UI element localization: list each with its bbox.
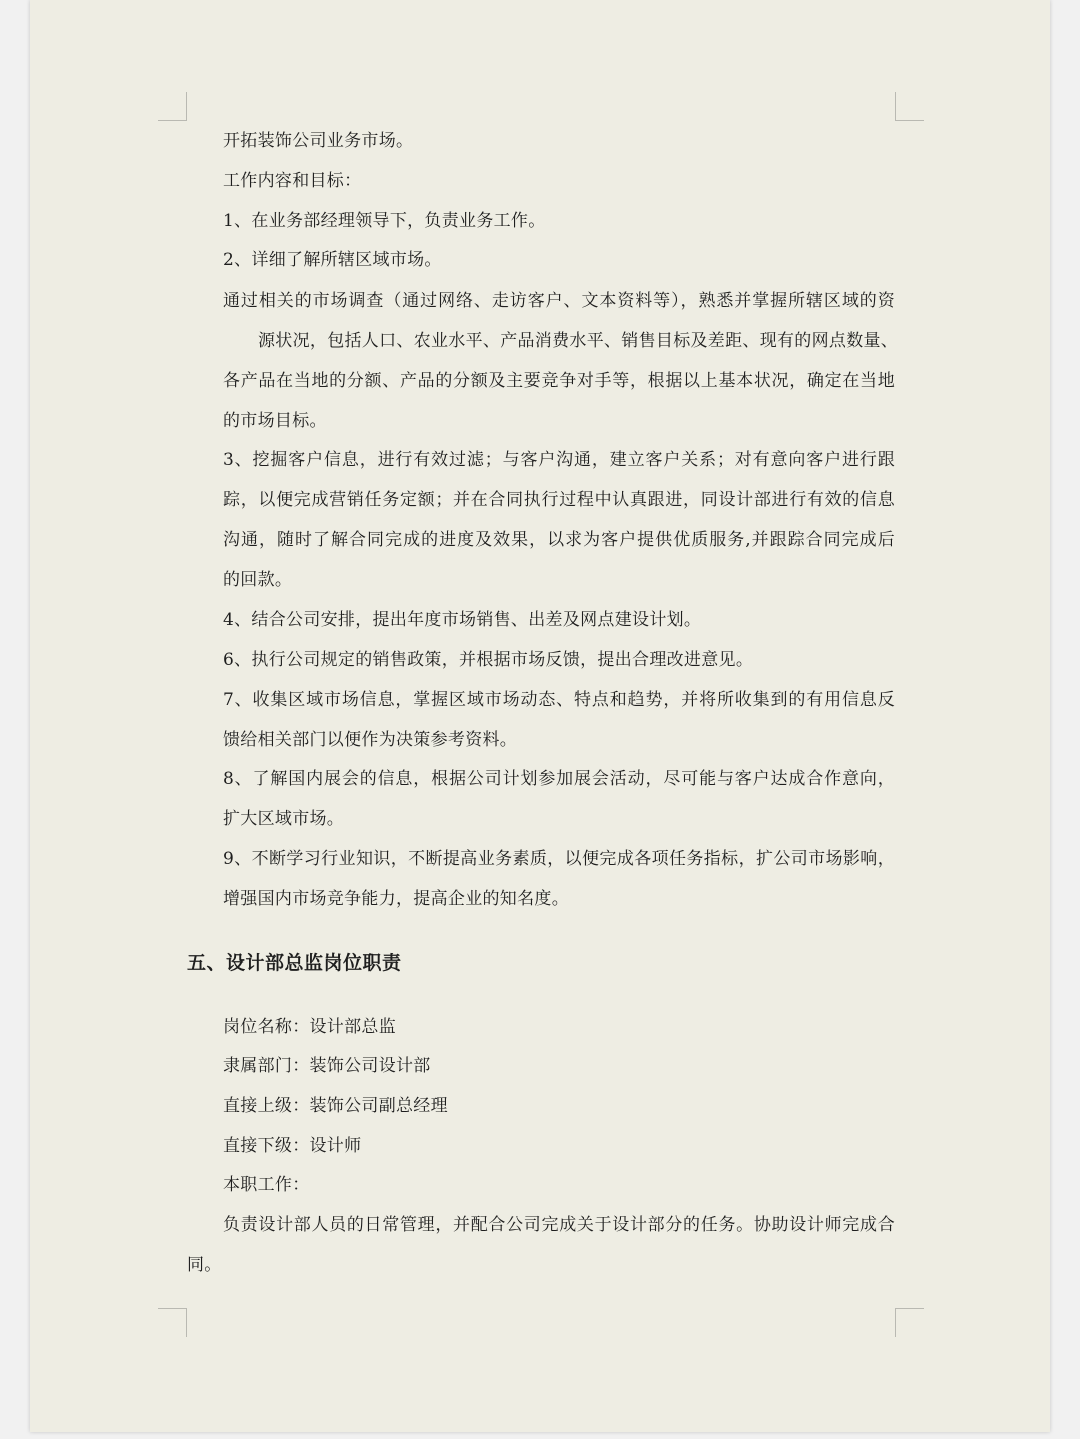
list-item-8: 8、了解国内展会的信息，根据公司计划参加展会活动，尽可能与客户达成合作意向， — [223, 769, 895, 789]
job-title-field: 岗位名称：设计部总监 — [223, 1017, 396, 1037]
paragraph-line: 源状况，包括人口、农业水平、产品消费水平、销售目标及差距、现有的网点数量、 — [258, 331, 899, 351]
paragraph-line: 开拓装饰公司业务市场。 — [223, 131, 414, 151]
list-item-2: 2、详细了解所辖区域市场。 — [223, 250, 442, 270]
section-heading: 五、设计部总监岗位职责 — [187, 952, 402, 974]
paragraph-line: 通过相关的市场调查（通过网络、走访客户、文本资料等），熟悉并掌握所辖区域的资 — [223, 291, 895, 311]
top-right-margin-mark — [895, 92, 924, 121]
paragraph-line: 增强国内市场竞争能力，提高企业的知名度。 — [223, 889, 569, 909]
department-field: 隶属部门：装饰公司设计部 — [223, 1056, 431, 1076]
paragraph-line: 扩大区域市场。 — [223, 809, 345, 829]
list-item-9: 9、不断学习行业知识，不断提高业务素质，以便完成各项任务指标，扩公司市场影响， — [223, 849, 895, 869]
bottom-left-margin-mark — [158, 1308, 187, 1337]
paragraph-line: 工作内容和目标： — [223, 171, 362, 191]
paragraph-line: 沟通，随时了解合同完成的进度及效果，以求为客户提供优质服务,并跟踪合同完成后 — [223, 530, 895, 550]
list-item-4: 4、结合公司安排，提出年度市场销售、出差及网点建设计划。 — [223, 610, 702, 630]
list-item-3: 3、挖掘客户信息，进行有效过滤；与客户沟通，建立客户关系；对有意向客户进行跟 — [223, 450, 895, 470]
duties-label: 本职工作： — [223, 1175, 310, 1195]
list-item-1: 1、在业务部经理领导下，负责业务工作。 — [223, 211, 546, 231]
superior-field: 直接上级：装饰公司副总经理 — [223, 1096, 448, 1116]
list-item-7: 7、收集区域市场信息，掌握区域市场动态、特点和趋势，并将所收集到的有用信息反 — [223, 690, 895, 710]
subordinate-field: 直接下级：设计师 — [223, 1136, 362, 1156]
paragraph-line: 的市场目标。 — [223, 411, 327, 431]
bottom-right-margin-mark — [895, 1308, 924, 1337]
paragraph-line: 的回款。 — [223, 570, 293, 590]
list-item-6: 6、执行公司规定的销售政策，并根据市场反馈，提出合理改进意见。 — [223, 650, 754, 670]
paragraph-line: 同。 — [187, 1255, 222, 1275]
paragraph-line: 踪，以便完成营销任务定额；并在合同执行过程中认真跟进，同设计部进行有效的信息 — [223, 490, 895, 510]
paragraph-line: 各产品在当地的分额、产品的分额及主要竞争对手等，根据以上基本状况，确定在当地 — [223, 371, 895, 391]
top-left-margin-mark — [158, 92, 187, 121]
paragraph-line: 馈给相关部门以便作为决策参考资料。 — [223, 730, 518, 750]
document-page — [30, 0, 1050, 1432]
paragraph-line: 负责设计部人员的日常管理，并配合公司完成关于设计部分的任务。协助设计师完成合 — [223, 1215, 895, 1235]
